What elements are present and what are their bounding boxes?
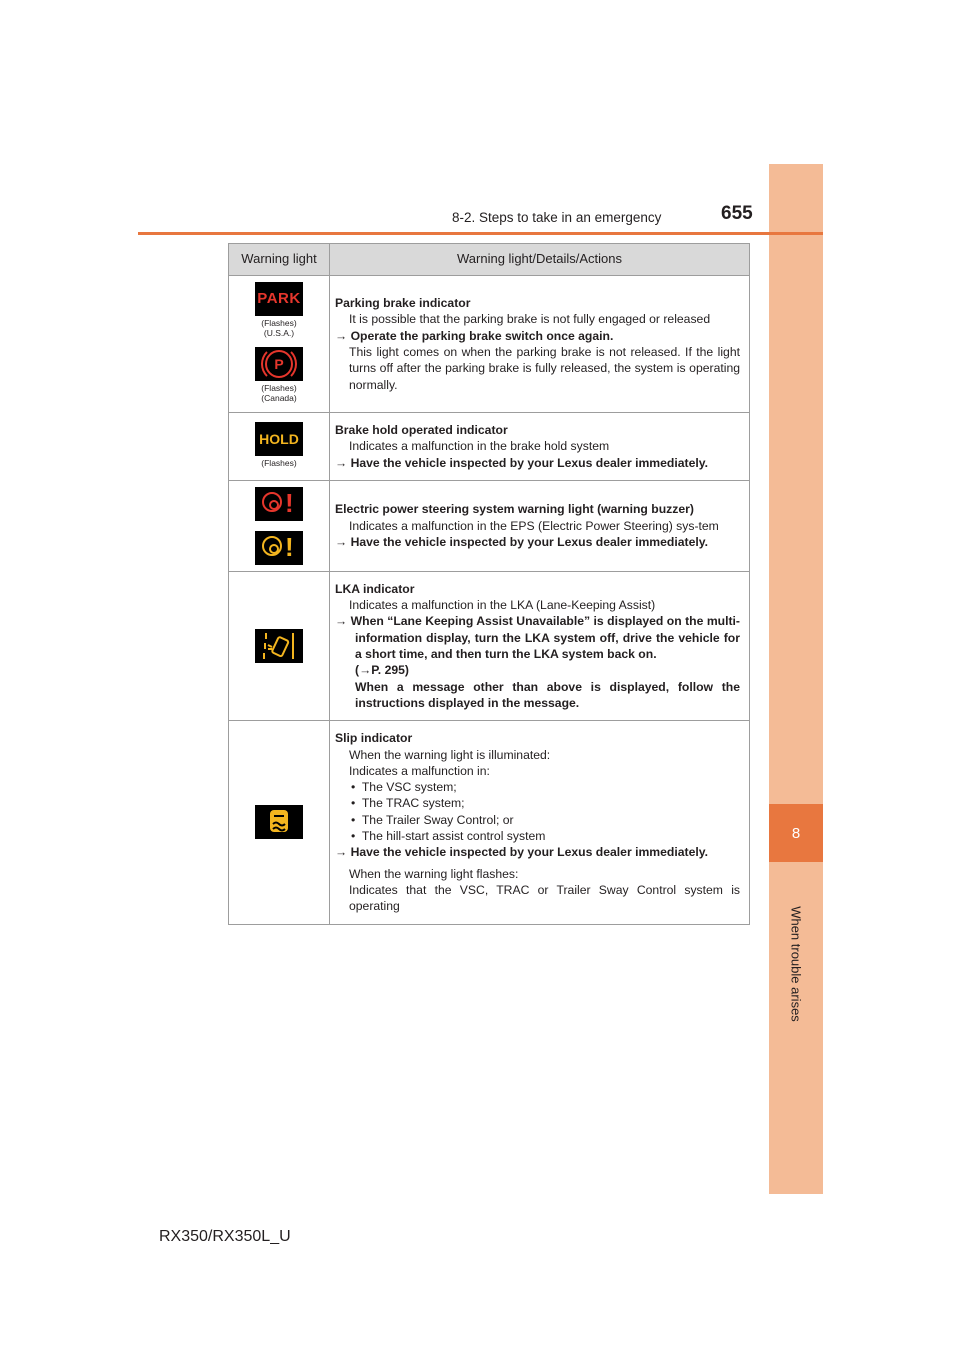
detail-text: Indicates a malfunction in the EPS (Electric Power Steering) sys-tem bbox=[349, 518, 719, 533]
arrow-icon: → bbox=[335, 455, 348, 470]
warning-light-cell bbox=[229, 571, 330, 720]
footer-model-code: RX350/RX350L_U bbox=[159, 1228, 291, 1245]
eps-amber-warning-icon bbox=[255, 531, 303, 565]
table-row-slip bbox=[229, 721, 750, 924]
bullet-icon: • bbox=[351, 780, 356, 795]
detail-text: Indicates a malfunction in: bbox=[349, 763, 490, 778]
column-header-details: Warning light/Details/Actions bbox=[330, 244, 750, 276]
chapter-title: When trouble arises bbox=[788, 906, 804, 1022]
slip-warning-icon bbox=[255, 805, 303, 839]
bullet-icon: • bbox=[351, 829, 356, 844]
header-rule bbox=[138, 232, 823, 235]
warning-light-cell bbox=[229, 276, 330, 413]
action-text: When a message other than above is displayed, follow the instructions displayed in the message. bbox=[355, 679, 740, 710]
indicator-title: Slip indicator bbox=[335, 731, 413, 746]
icon-note bbox=[229, 319, 329, 338]
lane-keeping-icon bbox=[255, 629, 303, 663]
action-text bbox=[335, 455, 740, 471]
icon-note: (Flashes) bbox=[261, 457, 297, 468]
bullet-icon: • bbox=[351, 812, 356, 827]
detail-text: Indicates a malfunction in the brake hold system bbox=[349, 439, 610, 454]
ref-open: ( bbox=[355, 663, 360, 678]
ref-page: P. 295) bbox=[371, 663, 409, 678]
details-cell bbox=[330, 571, 750, 720]
icon-note bbox=[229, 384, 329, 403]
list-item-text: The TRAC system; bbox=[361, 796, 465, 811]
lka-warning-icon bbox=[255, 629, 303, 663]
exclamation-icon: ! bbox=[285, 487, 294, 518]
table-row-brake-hold bbox=[229, 413, 750, 481]
action-text bbox=[335, 613, 740, 662]
action-text bbox=[335, 328, 740, 344]
action-label: When “Lane Keeping Assist Unavailable” is displayed on the multi-information display, turn the LKA system off, drive the vehicle for a short time, and then turn the LKA system back on. bbox=[350, 614, 740, 662]
icon-note-flashes: (Flashes) bbox=[261, 318, 297, 328]
park-warning-icon bbox=[255, 282, 303, 316]
detail-text: Indicates a malfunction in the LKA (Lane-Keeping Assist) bbox=[349, 598, 656, 613]
list-item-text: The VSC system; bbox=[361, 780, 457, 795]
parking-brake-circle-icon bbox=[255, 347, 303, 381]
icon-note-flashes: (Flashes) bbox=[261, 383, 297, 393]
arrow-icon: → bbox=[335, 614, 348, 629]
steering-wheel-icon bbox=[262, 492, 282, 512]
hold-warning-icon bbox=[255, 422, 303, 456]
column-header-warning-light: Warning light bbox=[229, 244, 330, 276]
table-header-row bbox=[229, 244, 750, 276]
parking-brake-p-icon: P bbox=[265, 350, 293, 378]
detail-text: This light comes on when the parking brake is not released. If the light turns off after the parking brake is fully released, the system is operating normally. bbox=[349, 345, 740, 392]
action-label: Have the vehicle inspected by your Lexus dealer immediately. bbox=[350, 535, 708, 550]
action-label: Operate the parking brake switch once again. bbox=[350, 328, 614, 343]
details-cell bbox=[330, 413, 750, 481]
icon-note-region: (U.S.A.) bbox=[263, 327, 295, 338]
arrow-icon: → bbox=[335, 328, 348, 343]
table-row-lka bbox=[229, 571, 750, 720]
warning-light-cell bbox=[229, 413, 330, 481]
icon-note-region: (Canada) bbox=[261, 392, 297, 403]
list-item bbox=[335, 812, 740, 828]
list-item bbox=[335, 795, 740, 811]
details-cell bbox=[330, 276, 750, 413]
chapter-side-tab bbox=[769, 164, 823, 1194]
hold-icon-label: HOLD bbox=[259, 430, 299, 447]
action-text bbox=[335, 844, 740, 860]
warning-light-cell bbox=[229, 721, 330, 924]
warning-light-table bbox=[228, 243, 750, 925]
table-row-eps bbox=[229, 480, 750, 571]
action-text bbox=[335, 534, 740, 550]
indicator-title: Brake hold operated indicator bbox=[335, 423, 508, 437]
warning-light-cell bbox=[229, 480, 330, 571]
detail-text: When the warning light flashes: bbox=[349, 866, 519, 881]
detail-text: When the warning light is illuminated: bbox=[349, 747, 551, 762]
section-title: 8-2. Steps to take in an emergency bbox=[452, 210, 662, 225]
indicator-title: Electric power steering system warning light (warning buzzer) bbox=[335, 502, 694, 517]
detail-text: It is possible that the parking brake is not fully engaged or released bbox=[349, 312, 711, 327]
bullet-icon: • bbox=[351, 796, 356, 811]
list-item-text: The Trailer Sway Control; or bbox=[361, 812, 514, 827]
park-icon-label: PARK bbox=[257, 290, 301, 307]
steering-wheel-icon bbox=[262, 536, 282, 556]
slip-indicator-icon bbox=[255, 805, 303, 839]
table-row-parking-brake bbox=[229, 276, 750, 413]
indicator-title: Parking brake indicator bbox=[335, 296, 471, 311]
indicator-title: LKA indicator bbox=[335, 581, 415, 596]
detail-text: Indicates that the VSC, TRAC or Trailer Sway Control system is operating bbox=[349, 882, 740, 914]
details-cell bbox=[330, 721, 750, 924]
page-reference bbox=[335, 662, 740, 678]
action-label: Have the vehicle inspected by your Lexus dealer immediately. bbox=[350, 455, 708, 470]
details-cell bbox=[330, 480, 750, 571]
exclamation-icon: ! bbox=[285, 531, 294, 562]
action-label: Have the vehicle inspected by your Lexus dealer immediately. bbox=[350, 845, 708, 860]
arrow-icon: → bbox=[335, 845, 348, 860]
list-item bbox=[335, 779, 740, 795]
page-number: 655 bbox=[721, 203, 753, 224]
eps-red-warning-icon bbox=[255, 487, 303, 521]
chapter-number: 8 bbox=[769, 804, 823, 862]
list-item-text: The hill-start assist control system bbox=[361, 829, 546, 844]
list-item bbox=[335, 828, 740, 844]
arrow-icon: → bbox=[335, 535, 348, 550]
arrow-icon: → bbox=[359, 663, 372, 678]
